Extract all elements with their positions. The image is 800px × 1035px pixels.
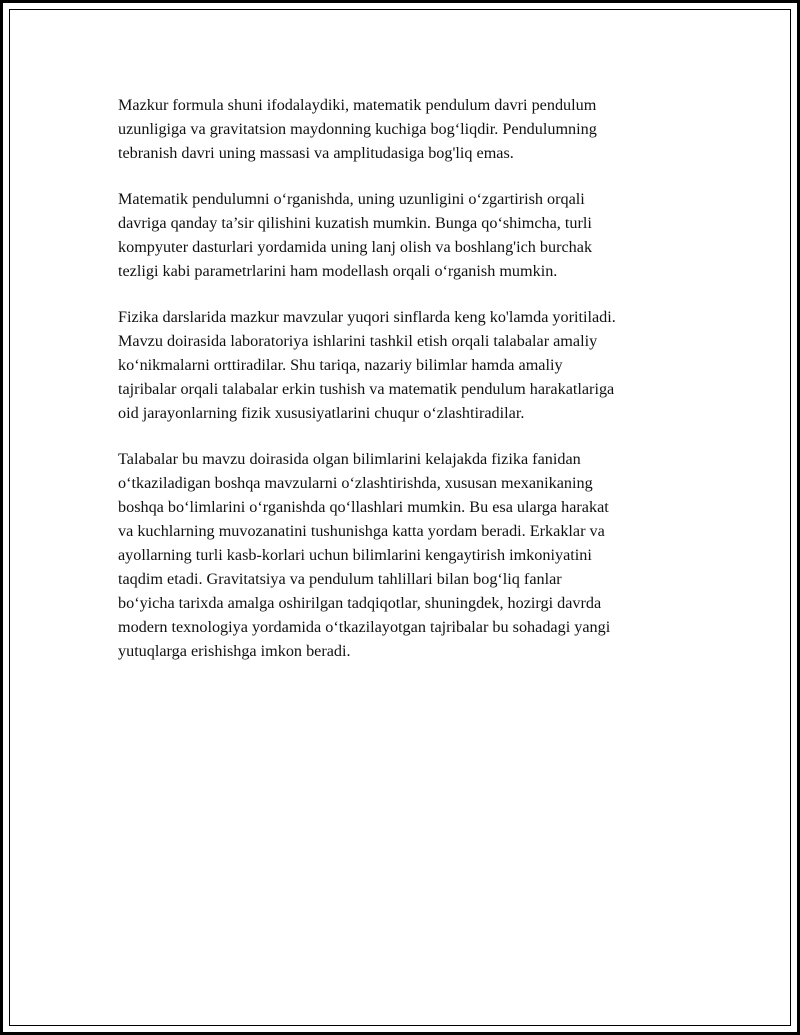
text-line: tezligi kabi parametrlarini ham modellash orqali o‘rganish mumkin.	[118, 262, 558, 280]
text-line: oid jarayonlarning fizik xususiyatlarini chuqur o‘zlashtiradilar.	[118, 404, 525, 422]
paragraph-2	[118, 187, 698, 283]
text-line: Talabalar bu mavzu doirasida olgan bilimlarini kelajakda fizika fanidan	[118, 450, 581, 468]
text-line: davriga qanday ta’sir qilishini kuzatish mumkin. Bunga qo‘shimcha, turli	[118, 214, 592, 232]
text-line: ko‘nikmalarni orttiradilar. Shu tariqa, nazariy bilimlar hamda amaliy	[118, 356, 563, 374]
text-line: Fizika darslarida mazkur mavzular yuqori sinflarda keng ko'lamda yoritiladi.	[118, 308, 616, 326]
paragraph-3	[118, 305, 698, 425]
text-line: yutuqlarga erishishga imkon beradi.	[118, 642, 351, 660]
text-line: uzunligiga va gravitatsion maydonning kuchiga bog‘liqdir. Pendulumning	[118, 120, 597, 138]
text-line: taqdim etadi. Gravitatsiya va pendulum tahlillari bilan bog‘liq fanlar	[118, 570, 562, 588]
document-body	[118, 93, 698, 685]
paragraph-4	[118, 447, 698, 663]
text-line: tebranish davri uning massasi va amplitudasiga bog'liq emas.	[118, 144, 514, 162]
text-line: tajribalar orqali talabalar erkin tushish va matematik pendulum harakatlariga	[118, 380, 615, 398]
text-line: Mazkur formula shuni ifodalaydiki, matematik pendulum davri pendulum	[118, 96, 597, 114]
text-line: boshqa bo‘limlarini o‘rganishda qo‘llashlari mumkin. Bu esa ularga harakat	[118, 498, 609, 516]
text-line: Matematik pendulumni o‘rganishda, uning uzunligini o‘zgartirish orqali	[118, 190, 585, 208]
text-line: bo‘yicha tarixda amalga oshirilgan tadqiqotlar, shuningdek, hozirgi davrda	[118, 594, 602, 612]
text-line: modern texnologiya yordamida o‘tkazilayotgan tajribalar bu sohadagi yangi	[118, 618, 611, 636]
text-line: ayollarning turli kasb-korlari uchun bilimlarini kengaytirish imkoniyatini	[118, 546, 592, 564]
paragraph-1	[118, 93, 698, 165]
text-line: o‘tkaziladigan boshqa mavzularni o‘zlashtirishda, xususan mexanikaning	[118, 474, 593, 492]
text-line: Mavzu doirasida laboratoriya ishlarini tashkil etish orqali talabalar amaliy	[118, 332, 598, 350]
text-line: kompyuter dasturlari yordamida uning lanj olish va boshlang'ich burchak	[118, 238, 593, 256]
text-line: va kuchlarning muvozanatini tushunishga katta yordam beradi. Erkaklar va	[118, 522, 605, 540]
